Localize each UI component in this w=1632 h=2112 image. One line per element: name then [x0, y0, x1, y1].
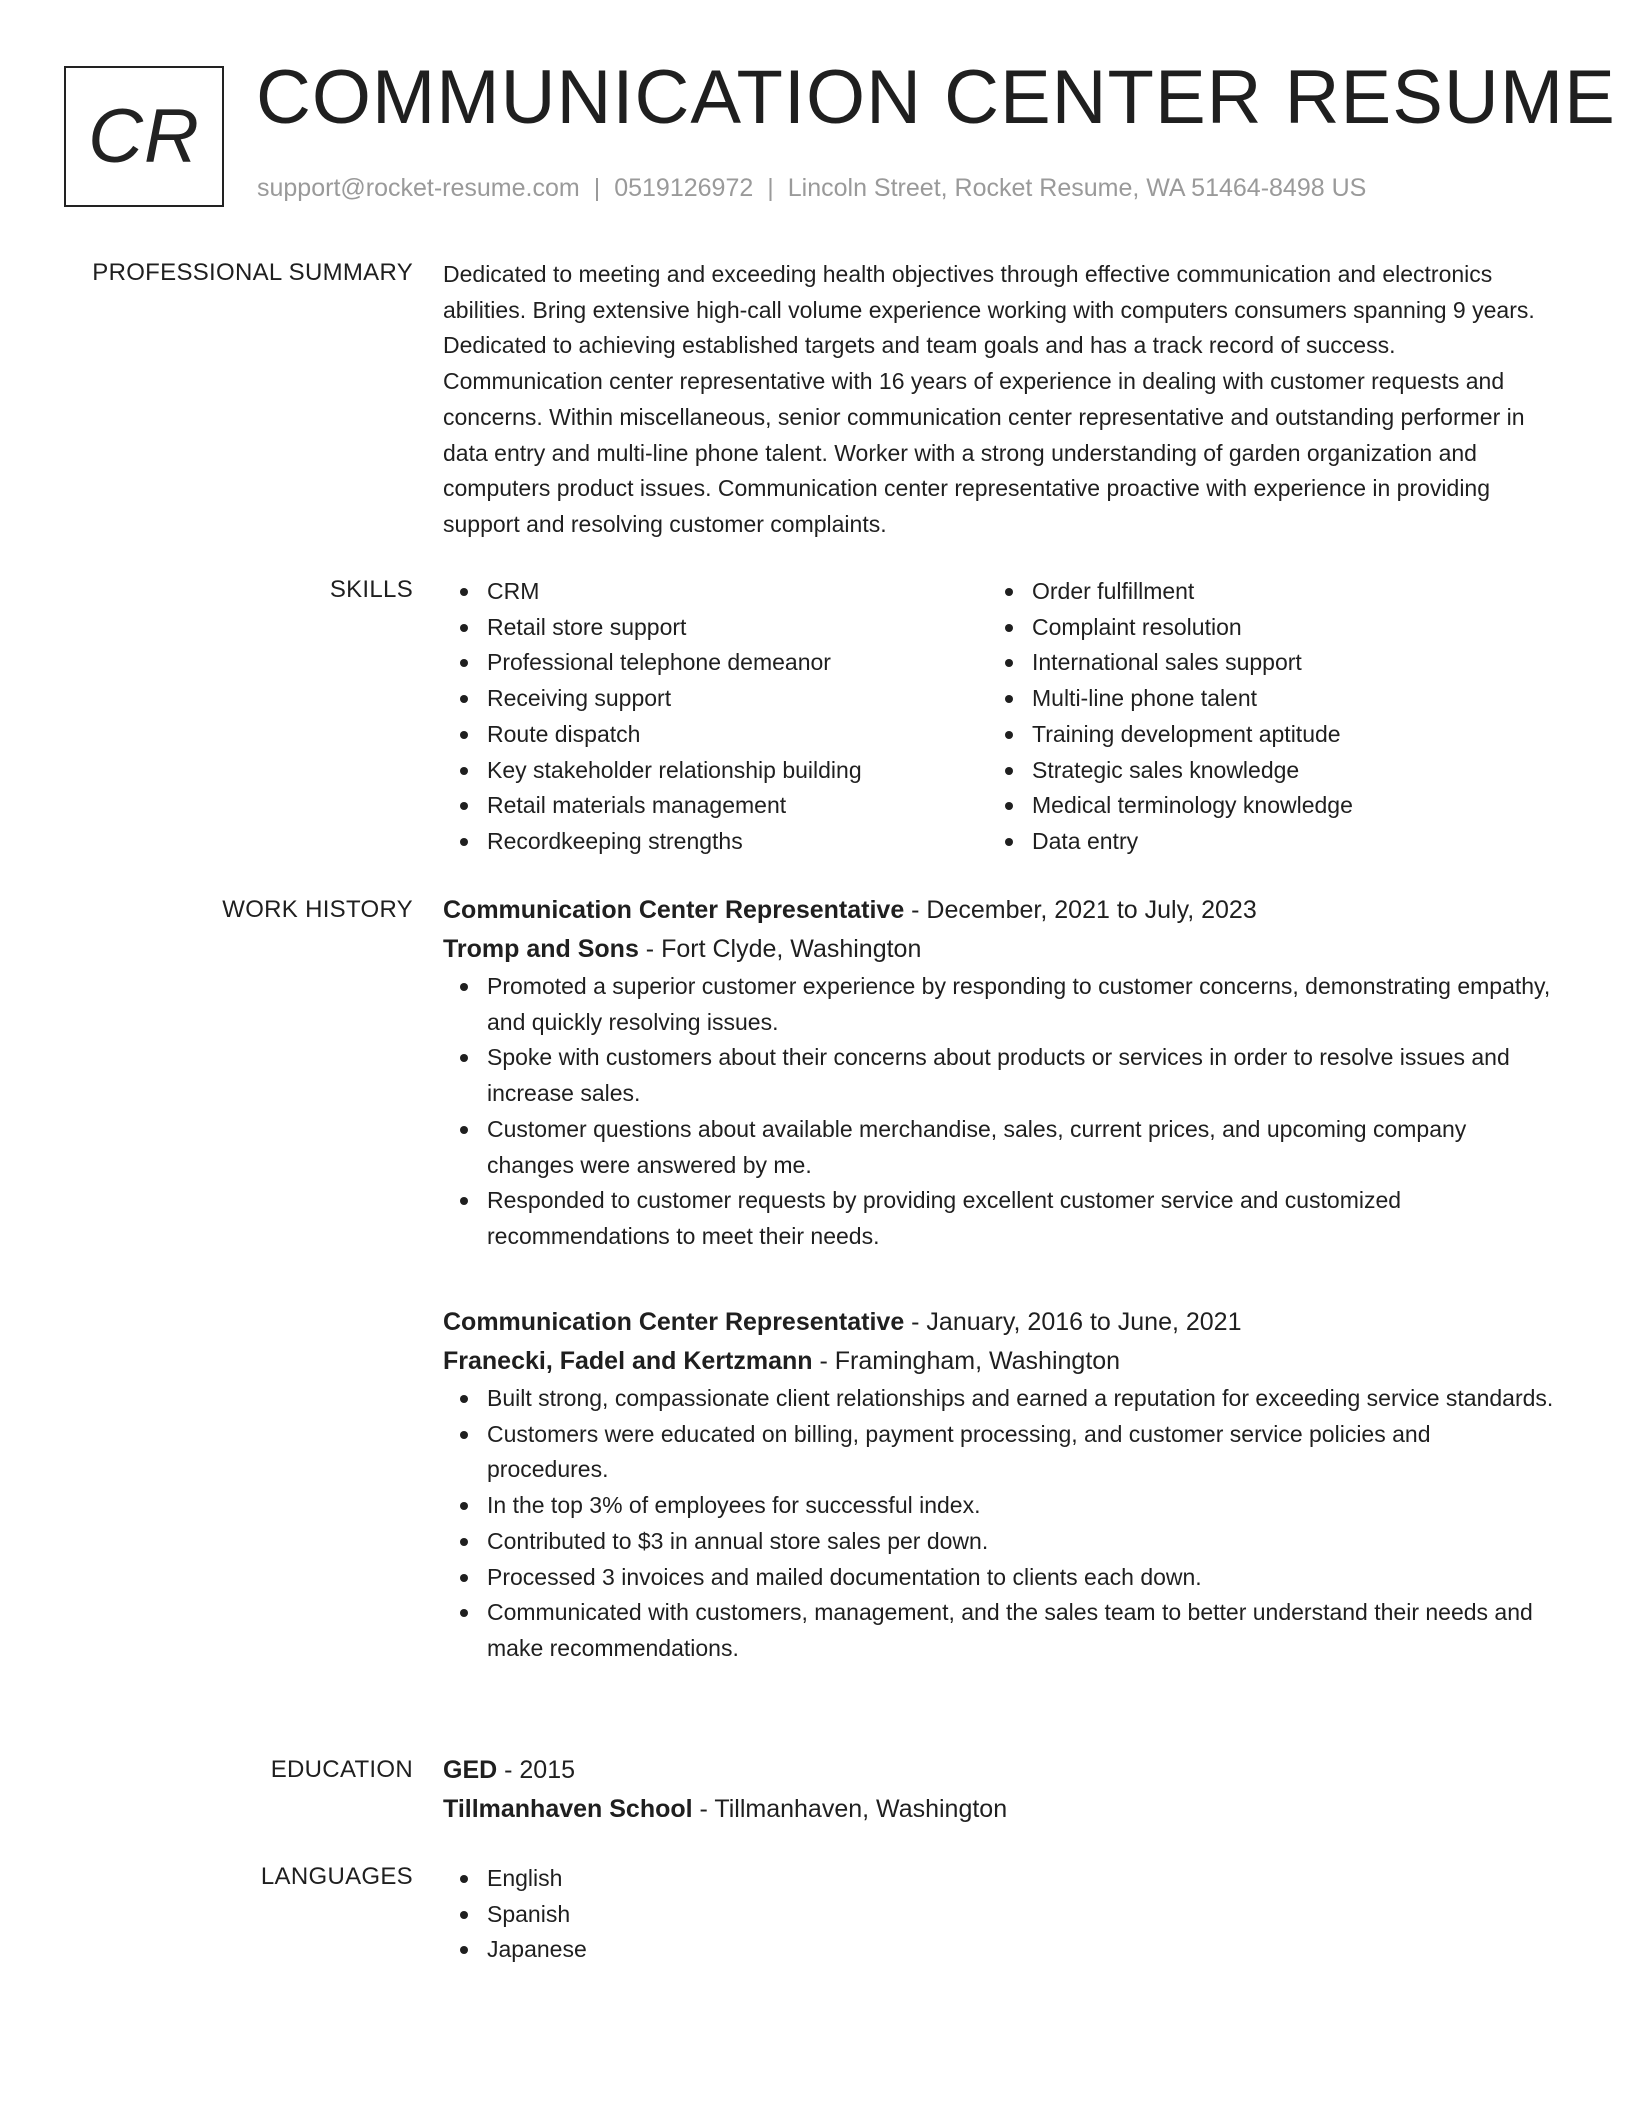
job-bullet: Spoke with customers about their concerns about products or services in order to resolve issues and increase sales.	[443, 1040, 1558, 1111]
education-year: - 2015	[497, 1756, 576, 1784]
education-school-line	[443, 1790, 1558, 1829]
job-bullet: In the top 3% of employees for successful index.	[443, 1488, 1558, 1524]
skill-item: Professional telephone demeanor	[443, 645, 988, 681]
job-entry	[443, 891, 1558, 1255]
skill-item: Key stakeholder relationship building	[443, 753, 988, 789]
job-company: Tromp and Sons	[443, 935, 639, 963]
job-title-line	[443, 1303, 1558, 1342]
job-bullet: Communicated with customers, management, and the sales team to better understand their needs and make recommendations.	[443, 1595, 1558, 1666]
job-bullet: Contributed to $3 in annual store sales per down.	[443, 1524, 1558, 1560]
section-label-education: EDUCATION	[270, 1756, 413, 1783]
skill-item: Training development aptitude	[988, 717, 1533, 753]
skill-item: Retail store support	[443, 610, 988, 646]
education-section	[443, 1751, 1558, 1829]
job-dates: - January, 2016 to June, 2021	[904, 1308, 1242, 1336]
skill-item: Complaint resolution	[988, 610, 1533, 646]
job-location: - Fort Clyde, Washington	[638, 935, 922, 963]
skills-section	[443, 574, 1558, 860]
skills-list-right	[988, 574, 1533, 860]
job-location: - Framingham, Washington	[812, 1347, 1121, 1375]
job-bullets	[443, 969, 1558, 1255]
skills-grid	[443, 574, 1558, 860]
resume-title: COMMUNICATION CENTER RESUME	[256, 55, 1616, 140]
job-bullet: Built strong, compassionate client relationships and earned a reputation for exceeding service standards.	[443, 1381, 1558, 1417]
job-bullet: Responded to customer requests by providing excellent customer service and customized recommendations to meet their needs.	[443, 1183, 1558, 1254]
job-bullet: Customers were educated on billing, payment processing, and customer service policies and procedures.	[443, 1417, 1558, 1488]
language-item: Spanish	[443, 1897, 1558, 1933]
job-dates: - December, 2021 to July, 2023	[904, 896, 1257, 924]
monogram-box	[64, 66, 224, 207]
job-company: Franecki, Fadel and Kertzmann	[443, 1347, 813, 1375]
job-bullet: Processed 3 invoices and mailed documentation to clients each down.	[443, 1560, 1558, 1596]
skill-item: Multi-line phone talent	[988, 681, 1533, 717]
contact-phone: 0519126972	[614, 174, 754, 202]
job-title-line	[443, 891, 1558, 930]
job-bullets	[443, 1381, 1558, 1667]
skill-item: Route dispatch	[443, 717, 988, 753]
contact-address: Lincoln Street, Rocket Resume, WA 51464-8498 US	[787, 174, 1367, 202]
contact-line	[257, 174, 1366, 203]
education-location: - Tillmanhaven, Washington	[692, 1795, 1008, 1823]
job-company-line	[443, 1342, 1558, 1381]
summary-section	[443, 257, 1558, 543]
job-bullet: Promoted a superior customer experience by responding to customer concerns, demonstrating empathy, and quickly resolving issues.	[443, 969, 1558, 1040]
section-label-languages: LANGUAGES	[260, 1863, 413, 1890]
contact-separator: |	[767, 174, 774, 202]
skill-item: Receiving support	[443, 681, 988, 717]
language-item: English	[443, 1861, 1558, 1897]
skill-item: Data entry	[988, 824, 1533, 860]
section-label-work-history: WORK HISTORY	[222, 896, 413, 923]
skill-item: Order fulfillment	[988, 574, 1533, 610]
skill-item: Medical terminology knowledge	[988, 788, 1533, 824]
education-school: Tillmanhaven School	[443, 1795, 693, 1823]
skill-item: Strategic sales knowledge	[988, 753, 1533, 789]
skill-item: CRM	[443, 574, 988, 610]
job-bullet: Customer questions about available merchandise, sales, current prices, and upcoming company changes were answered by me.	[443, 1112, 1558, 1183]
languages-section	[443, 1861, 1558, 1968]
skill-item: International sales support	[988, 645, 1533, 681]
summary-text: Dedicated to meeting and exceeding health objectives through effective communication and electronics abilities. Bring extensive high-call volume experience working with computers consumers spanning 9 years. Dedicated to achieving established targets and team goals and has a track record of success. Communication center representative with 16 years of experience in dealing with customer requests and concerns. Within miscellaneous, senior communication center representative and outstanding performer in data entry and multi-line phone talent. Worker with a strong understanding of garden organization and computers product issues. Communication center representative proactive with experience in providing support and resolving customer complaints.	[443, 261, 1535, 537]
job-company-line	[443, 930, 1558, 969]
education-degree: GED	[443, 1756, 498, 1784]
section-label-summary: PROFESSIONAL SUMMARY	[92, 259, 413, 286]
job-entry	[443, 1303, 1558, 1667]
job-title: Communication Center Representative	[443, 896, 905, 924]
languages-list	[443, 1861, 1558, 1968]
job-title: Communication Center Representative	[443, 1308, 905, 1336]
monogram-initials: CR	[88, 94, 200, 179]
skills-list-left	[443, 574, 988, 860]
education-degree-line	[443, 1751, 1558, 1790]
contact-email: support@rocket-resume.com	[257, 174, 580, 202]
section-label-skills: SKILLS	[329, 576, 413, 603]
skill-item: Retail materials management	[443, 788, 988, 824]
skill-item: Recordkeeping strengths	[443, 824, 988, 860]
contact-separator: |	[593, 174, 601, 202]
language-item: Japanese	[443, 1932, 1558, 1968]
